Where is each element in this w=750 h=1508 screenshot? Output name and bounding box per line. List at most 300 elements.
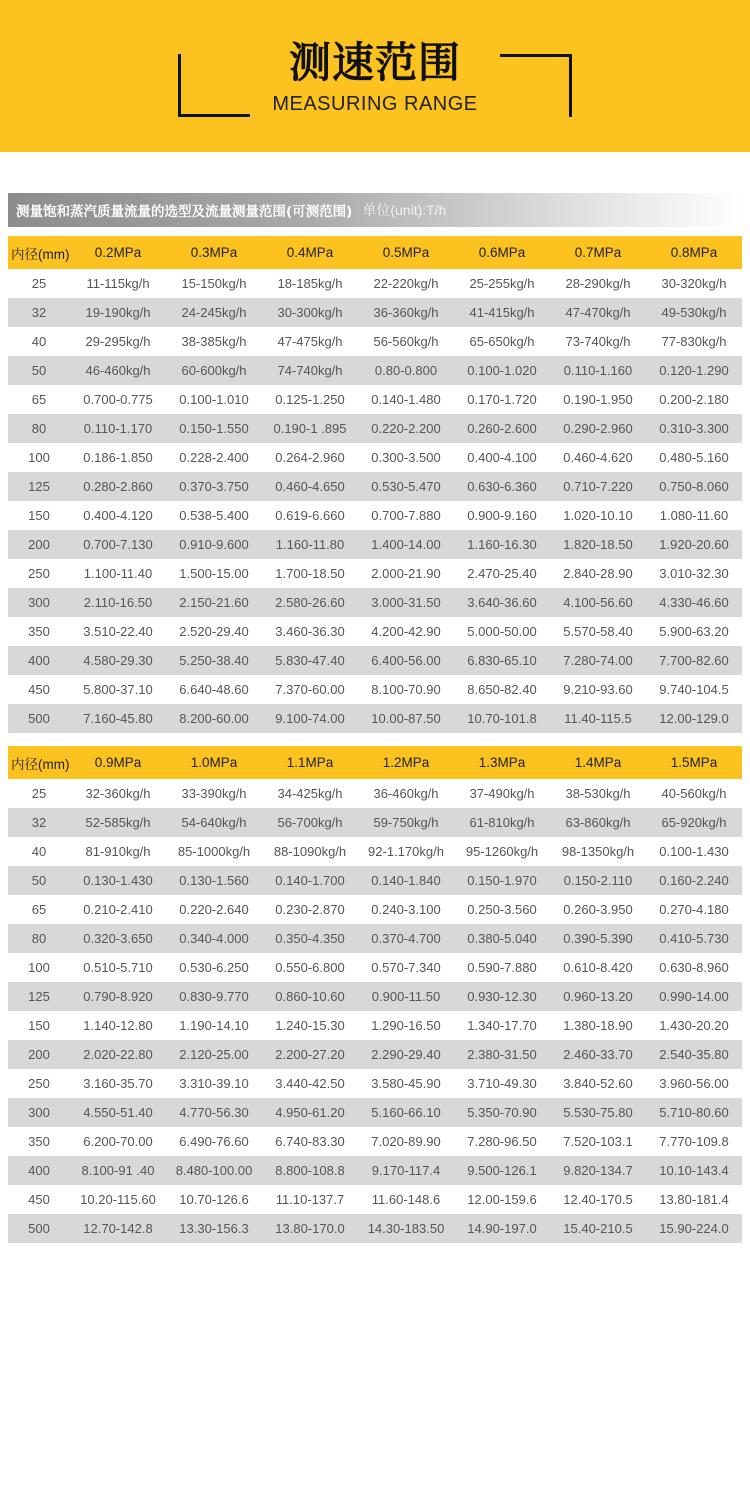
flow-range-cell: 6.490-76.60: [166, 1127, 262, 1156]
flow-range-cell: 60-600kg/h: [166, 356, 262, 385]
flow-range-table-high-pressure: [8, 746, 742, 1243]
flow-range-cell: 1.160-11.80: [262, 530, 358, 559]
flow-range-cell: 2.110-16.50: [70, 588, 166, 617]
flow-range-cell: 0.750-8.060: [646, 472, 742, 501]
flow-range-cell: 0.400-4.120: [70, 501, 166, 530]
flow-range-cell: 1.430-20.20: [646, 1011, 742, 1040]
flow-range-cell: 3.000-31.50: [358, 588, 454, 617]
flow-range-cell: 1.140-12.80: [70, 1011, 166, 1040]
flow-range-cell: 49-530kg/h: [646, 298, 742, 327]
flow-range-cell: 0.190-1 .895: [262, 414, 358, 443]
flow-range-cell: 0.320-3.650: [70, 924, 166, 953]
table-row: [8, 414, 742, 443]
flow-range-cell: 3.840-52.60: [550, 1069, 646, 1098]
flow-range-cell: 1.100-11.40: [70, 559, 166, 588]
flow-range-cell: 4.770-56.30: [166, 1098, 262, 1127]
flow-range-cell: 0.510-5.710: [70, 953, 166, 982]
flow-range-cell: 6.740-83.30: [262, 1127, 358, 1156]
flow-range-cell: 11.10-137.7: [262, 1185, 358, 1214]
flow-range-cell: 0.260-3.950: [550, 895, 646, 924]
diameter-cell: 25: [8, 269, 70, 298]
flow-range-cell: 0.930-12.30: [454, 982, 550, 1011]
flow-range-cell: 8.100-91 .40: [70, 1156, 166, 1185]
diameter-cell: 65: [8, 895, 70, 924]
table-row: [8, 472, 742, 501]
flow-range-cell: 0.630-6.360: [454, 472, 550, 501]
table-row: [8, 1011, 742, 1040]
table-row: [8, 837, 742, 866]
header-banner: [0, 0, 750, 152]
table-row: [8, 1156, 742, 1185]
flow-range-cell: 0.700-0.775: [70, 385, 166, 414]
flow-range-cell: 28-290kg/h: [550, 269, 646, 298]
flow-range-cell: 0.150-1.970: [454, 866, 550, 895]
flow-range-cell: 0.700-7.130: [70, 530, 166, 559]
flow-range-cell: 15.90-224.0: [646, 1214, 742, 1243]
flow-range-cell: 4.330-46.60: [646, 588, 742, 617]
flow-range-cell: 36-460kg/h: [358, 779, 454, 808]
diameter-cell: 40: [8, 837, 70, 866]
flow-range-cell: 0.300-3.500: [358, 443, 454, 472]
flow-range-cell: 40-560kg/h: [646, 779, 742, 808]
flow-range-cell: 95-1260kg/h: [454, 837, 550, 866]
flow-range-cell: 3.010-32.30: [646, 559, 742, 588]
flow-range-cell: 2.840-28.90: [550, 559, 646, 588]
flow-range-cell: 0.140-1.700: [262, 866, 358, 895]
flow-range-cell: 5.160-66.10: [358, 1098, 454, 1127]
flow-range-cell: 3.640-36.60: [454, 588, 550, 617]
flow-range-cell: 4.550-51.40: [70, 1098, 166, 1127]
flow-range-cell: 0.370-4.700: [358, 924, 454, 953]
flow-range-cell: 0.280-2.860: [70, 472, 166, 501]
flow-range-cell: 0.570-7.340: [358, 953, 454, 982]
diameter-cell: 300: [8, 1098, 70, 1127]
column-header-pressure: 0.7MPa: [550, 236, 646, 269]
flow-range-cell: 0.110-1.170: [70, 414, 166, 443]
table-row: [8, 617, 742, 646]
table-row: [8, 530, 742, 559]
flow-range-cell: 2.020-22.80: [70, 1040, 166, 1069]
flow-range-cell: 1.820-18.50: [550, 530, 646, 559]
flow-range-cell: 0.630-8.960: [646, 953, 742, 982]
flow-range-cell: 0.590-7.880: [454, 953, 550, 982]
flow-range-cell: 3.510-22.40: [70, 617, 166, 646]
flow-range-cell: 1.340-17.70: [454, 1011, 550, 1040]
flow-range-cell: 0.100-1.430: [646, 837, 742, 866]
flow-range-cell: 2.200-27.20: [262, 1040, 358, 1069]
flow-range-cell: 0.80-0.800: [358, 356, 454, 385]
diameter-cell: 500: [8, 1214, 70, 1243]
flow-range-cell: 12.70-142.8: [70, 1214, 166, 1243]
flow-range-cell: 0.220-2.200: [358, 414, 454, 443]
table-row: [8, 982, 742, 1011]
table-row: [8, 443, 742, 472]
diameter-cell: 80: [8, 924, 70, 953]
flow-range-cell: 9.820-134.7: [550, 1156, 646, 1185]
table-row: [8, 1040, 742, 1069]
table-row: [8, 675, 742, 704]
table-row: [8, 808, 742, 837]
table-row: [8, 269, 742, 298]
flow-range-cell: 65-650kg/h: [454, 327, 550, 356]
flow-range-cell: 4.200-42.90: [358, 617, 454, 646]
flow-range-cell: 5.800-37.10: [70, 675, 166, 704]
flow-range-cell: 3.960-56.00: [646, 1069, 742, 1098]
column-header-pressure: 1.0MPa: [166, 746, 262, 779]
flow-range-cell: 0.370-3.750: [166, 472, 262, 501]
diameter-cell: 350: [8, 617, 70, 646]
flow-range-cell: 0.530-6.250: [166, 953, 262, 982]
table-row: [8, 327, 742, 356]
flow-range-cell: 19-190kg/h: [70, 298, 166, 327]
flow-range-cell: 18-185kg/h: [262, 269, 358, 298]
flow-range-cell: 13.80-181.4: [646, 1185, 742, 1214]
flow-range-cell: 1.700-18.50: [262, 559, 358, 588]
flow-range-cell: 0.130-1.430: [70, 866, 166, 895]
flow-range-cell: 2.120-25.00: [166, 1040, 262, 1069]
flow-range-cell: 25-255kg/h: [454, 269, 550, 298]
flow-range-cell: 47-470kg/h: [550, 298, 646, 327]
flow-range-cell: 10.70-126.6: [166, 1185, 262, 1214]
flow-range-cell: 0.550-6.800: [262, 953, 358, 982]
table-row: [8, 501, 742, 530]
diameter-cell: 400: [8, 1156, 70, 1185]
flow-range-cell: 2.520-29.40: [166, 617, 262, 646]
flow-range-cell: 10.20-115.60: [70, 1185, 166, 1214]
flow-range-cell: 8.200-60.00: [166, 704, 262, 733]
flow-range-cell: 24-245kg/h: [166, 298, 262, 327]
flow-range-cell: 0.900-9.160: [454, 501, 550, 530]
flow-range-cell: 5.250-38.40: [166, 646, 262, 675]
flow-range-cell: 9.500-126.1: [454, 1156, 550, 1185]
flow-range-cell: 0.140-1.840: [358, 866, 454, 895]
flow-range-cell: 0.230-2.870: [262, 895, 358, 924]
flow-range-cell: 0.460-4.650: [262, 472, 358, 501]
column-header-pressure: 0.3MPa: [166, 236, 262, 269]
flow-range-cell: 9.100-74.00: [262, 704, 358, 733]
diameter-cell: 250: [8, 559, 70, 588]
flow-range-cell: 56-700kg/h: [262, 808, 358, 837]
flow-range-cell: 11.40-115.5: [550, 704, 646, 733]
flow-range-cell: 10.70-101.8: [454, 704, 550, 733]
flow-range-cell: 5.710-80.60: [646, 1098, 742, 1127]
flow-range-cell: 8.480-100.00: [166, 1156, 262, 1185]
diameter-cell: 150: [8, 501, 70, 530]
table-row: [8, 1069, 742, 1098]
flow-range-cell: 1.240-15.30: [262, 1011, 358, 1040]
flow-range-cell: 2.150-21.60: [166, 588, 262, 617]
flow-range-cell: 74-740kg/h: [262, 356, 358, 385]
diameter-cell: 400: [8, 646, 70, 675]
flow-range-cell: 0.290-2.960: [550, 414, 646, 443]
flow-range-cell: 4.100-56.60: [550, 588, 646, 617]
diameter-cell: 250: [8, 1069, 70, 1098]
flow-range-cell: 15-150kg/h: [166, 269, 262, 298]
column-header-pressure: 0.8MPa: [646, 236, 742, 269]
flow-range-cell: 12.00-159.6: [454, 1185, 550, 1214]
diameter-cell: 300: [8, 588, 70, 617]
diameter-cell: 50: [8, 866, 70, 895]
column-header-pressure: 1.5MPa: [646, 746, 742, 779]
flow-range-cell: 14.90-197.0: [454, 1214, 550, 1243]
diameter-cell: 32: [8, 298, 70, 327]
flow-range-cell: 5.530-75.80: [550, 1098, 646, 1127]
column-header-pressure: 1.2MPa: [358, 746, 454, 779]
diameter-cell: 150: [8, 1011, 70, 1040]
flow-range-cell: 2.540-35.80: [646, 1040, 742, 1069]
table-row: [8, 298, 742, 327]
column-header-pressure: 1.4MPa: [550, 746, 646, 779]
flow-range-cell: 41-415kg/h: [454, 298, 550, 327]
flow-range-cell: 7.520-103.1: [550, 1127, 646, 1156]
flow-range-cell: 5.830-47.40: [262, 646, 358, 675]
flow-range-cell: 0.186-1.850: [70, 443, 166, 472]
table-row: [8, 704, 742, 733]
flow-range-cell: 1.400-14.00: [358, 530, 454, 559]
flow-range-cell: 5.000-50.00: [454, 617, 550, 646]
table-row: [8, 1185, 742, 1214]
flow-range-cell: 2.380-31.50: [454, 1040, 550, 1069]
flow-range-cell: 2.470-25.40: [454, 559, 550, 588]
flow-range-cell: 0.960-13.20: [550, 982, 646, 1011]
flow-range-cell: 0.264-2.960: [262, 443, 358, 472]
flow-range-cell: 7.370-60.00: [262, 675, 358, 704]
flow-range-cell: 15.40-210.5: [550, 1214, 646, 1243]
flow-range-cell: 7.700-82.60: [646, 646, 742, 675]
flow-range-cell: 1.920-20.60: [646, 530, 742, 559]
flow-range-cell: 63-860kg/h: [550, 808, 646, 837]
flow-range-cell: 6.640-48.60: [166, 675, 262, 704]
flow-range-cell: 77-830kg/h: [646, 327, 742, 356]
table-header-row: [8, 746, 742, 779]
flow-range-cell: 8.650-82.40: [454, 675, 550, 704]
flow-range-cell: 88-1090kg/h: [262, 837, 358, 866]
flow-range-table-low-pressure: [8, 236, 742, 733]
flow-range-cell: 12.00-129.0: [646, 704, 742, 733]
flow-range-cell: 0.410-5.730: [646, 924, 742, 953]
caption-unit: 单位(unit):T/h: [362, 202, 447, 218]
flow-range-cell: 1.080-11.60: [646, 501, 742, 530]
column-header-pressure: 0.9MPa: [70, 746, 166, 779]
table-row: [8, 646, 742, 675]
flow-range-cell: 0.140-1.480: [358, 385, 454, 414]
flow-range-cell: 0.270-4.180: [646, 895, 742, 924]
diameter-cell: 40: [8, 327, 70, 356]
column-header-pressure: 0.2MPa: [70, 236, 166, 269]
flow-range-cell: 7.280-96.50: [454, 1127, 550, 1156]
column-header-pressure: 0.5MPa: [358, 236, 454, 269]
flow-range-cell: 3.310-39.10: [166, 1069, 262, 1098]
flow-range-cell: 5.570-58.40: [550, 617, 646, 646]
flow-range-cell: 61-810kg/h: [454, 808, 550, 837]
flow-range-cell: 38-530kg/h: [550, 779, 646, 808]
table-row: [8, 1098, 742, 1127]
flow-range-cell: 0.619-6.660: [262, 501, 358, 530]
flow-range-cell: 0.710-7.220: [550, 472, 646, 501]
flow-range-cell: 0.610-8.420: [550, 953, 646, 982]
flow-range-cell: 9.740-104.5: [646, 675, 742, 704]
flow-range-cell: 22-220kg/h: [358, 269, 454, 298]
page-subtitle: MEASURING RANGE: [272, 93, 478, 115]
flow-range-cell: 54-640kg/h: [166, 808, 262, 837]
flow-range-cell: 30-300kg/h: [262, 298, 358, 327]
flow-range-cell: 92-1.170kg/h: [358, 837, 454, 866]
flow-range-cell: 1.020-10.10: [550, 501, 646, 530]
diameter-cell: 32: [8, 808, 70, 837]
flow-range-cell: 33-390kg/h: [166, 779, 262, 808]
table-row: [8, 385, 742, 414]
flow-range-cell: 98-1350kg/h: [550, 837, 646, 866]
table-row: [8, 895, 742, 924]
flow-range-cell: 2.460-33.70: [550, 1040, 646, 1069]
table-row: [8, 779, 742, 808]
flow-range-cell: 7.770-109.8: [646, 1127, 742, 1156]
diameter-cell: 200: [8, 1040, 70, 1069]
flow-range-cell: 0.390-5.390: [550, 924, 646, 953]
flow-range-cell: 0.100-1.010: [166, 385, 262, 414]
column-header-pressure: 1.3MPa: [454, 746, 550, 779]
diameter-cell: 125: [8, 982, 70, 1011]
flow-range-cell: 29-295kg/h: [70, 327, 166, 356]
flow-range-cell: 5.350-70.90: [454, 1098, 550, 1127]
flow-range-cell: 37-490kg/h: [454, 779, 550, 808]
flow-range-cell: 0.700-7.880: [358, 501, 454, 530]
flow-range-cell: 0.460-4.620: [550, 443, 646, 472]
flow-range-cell: 0.350-4.350: [262, 924, 358, 953]
flow-range-cell: 0.110-1.160: [550, 356, 646, 385]
flow-range-cell: 0.830-9.770: [166, 982, 262, 1011]
flow-range-cell: 0.228-2.400: [166, 443, 262, 472]
diameter-cell: 450: [8, 1185, 70, 1214]
flow-range-cell: 8.800-108.8: [262, 1156, 358, 1185]
diameter-cell: 25: [8, 779, 70, 808]
flow-range-cell: 4.950-61.20: [262, 1098, 358, 1127]
column-header-pressure: 0.6MPa: [454, 236, 550, 269]
table-row: [8, 559, 742, 588]
column-header-pressure: 1.1MPa: [262, 746, 358, 779]
flow-range-cell: 10.00-87.50: [358, 704, 454, 733]
flow-range-cell: 14.30-183.50: [358, 1214, 454, 1243]
column-header-pressure: 0.4MPa: [262, 236, 358, 269]
flow-range-cell: 6.400-56.00: [358, 646, 454, 675]
flow-range-cell: 13.80-170.0: [262, 1214, 358, 1243]
flow-range-cell: 1.380-18.90: [550, 1011, 646, 1040]
flow-range-cell: 0.125-1.250: [262, 385, 358, 414]
flow-range-cell: 36-360kg/h: [358, 298, 454, 327]
flow-range-cell: 30-320kg/h: [646, 269, 742, 298]
flow-range-cell: 73-740kg/h: [550, 327, 646, 356]
flow-range-cell: 0.860-10.60: [262, 982, 358, 1011]
flow-range-cell: 0.400-4.100: [454, 443, 550, 472]
flow-range-cell: 2.290-29.40: [358, 1040, 454, 1069]
flow-range-cell: 32-360kg/h: [70, 779, 166, 808]
flow-range-cell: 0.150-2.110: [550, 866, 646, 895]
flow-range-cell: 0.990-14.00: [646, 982, 742, 1011]
flow-range-cell: 10.10-143.4: [646, 1156, 742, 1185]
flow-range-cell: 65-920kg/h: [646, 808, 742, 837]
flow-range-cell: 6.830-65.10: [454, 646, 550, 675]
flow-range-cell: 0.190-1.950: [550, 385, 646, 414]
table-row: [8, 866, 742, 895]
flow-range-cell: 13.30-156.3: [166, 1214, 262, 1243]
flow-range-cell: 0.310-3.300: [646, 414, 742, 443]
flow-range-cell: 7.280-74.00: [550, 646, 646, 675]
page-title: 测速范围: [288, 38, 461, 87]
table-row: [8, 953, 742, 982]
flow-range-cell: 52-585kg/h: [70, 808, 166, 837]
diameter-cell: 450: [8, 675, 70, 704]
diameter-cell: 80: [8, 414, 70, 443]
flow-range-cell: 0.480-5.160: [646, 443, 742, 472]
flow-range-cell: 2.580-26.60: [262, 588, 358, 617]
flow-range-cell: 7.160-45.80: [70, 704, 166, 733]
flow-range-cell: 3.580-45.90: [358, 1069, 454, 1098]
diameter-cell: 50: [8, 356, 70, 385]
flow-range-cell: 8.100-70.90: [358, 675, 454, 704]
flow-range-cell: 85-1000kg/h: [166, 837, 262, 866]
table-row: [8, 1214, 742, 1243]
flow-range-cell: 1.290-16.50: [358, 1011, 454, 1040]
caption-title: 测量饱和蒸汽质量流量的选型及流量测量范围(可测范围): [16, 204, 353, 220]
flow-range-cell: 0.380-5.040: [454, 924, 550, 953]
column-header-diameter: 内径(mm): [8, 746, 70, 779]
flow-range-cell: 4.580-29.30: [70, 646, 166, 675]
flow-range-cell: 11-115kg/h: [70, 269, 166, 298]
flow-range-cell: 1.500-15.00: [166, 559, 262, 588]
diameter-cell: 200: [8, 530, 70, 559]
diameter-cell: 100: [8, 443, 70, 472]
flow-range-cell: 0.250-3.560: [454, 895, 550, 924]
flow-range-cell: 0.120-1.290: [646, 356, 742, 385]
flow-range-cell: 0.900-11.50: [358, 982, 454, 1011]
table-caption: [8, 193, 742, 227]
flow-range-cell: 59-750kg/h: [358, 808, 454, 837]
diameter-cell: 100: [8, 953, 70, 982]
table-row: [8, 1127, 742, 1156]
flow-range-cell: 0.538-5.400: [166, 501, 262, 530]
flow-range-cell: 0.260-2.600: [454, 414, 550, 443]
flow-range-cell: 12.40-170.5: [550, 1185, 646, 1214]
table-row: [8, 924, 742, 953]
flow-range-cell: 0.240-3.100: [358, 895, 454, 924]
flow-range-cell: 2.000-21.90: [358, 559, 454, 588]
flow-range-cell: 0.160-2.240: [646, 866, 742, 895]
flow-range-cell: 9.170-117.4: [358, 1156, 454, 1185]
flow-range-cell: 0.910-9.600: [166, 530, 262, 559]
flow-range-cell: 0.200-2.180: [646, 385, 742, 414]
flow-range-cell: 0.220-2.640: [166, 895, 262, 924]
diameter-cell: 125: [8, 472, 70, 501]
column-header-diameter: 内径(mm): [8, 236, 70, 269]
flow-range-cell: 0.150-1.550: [166, 414, 262, 443]
flow-range-cell: 3.710-49.30: [454, 1069, 550, 1098]
flow-range-cell: 46-460kg/h: [70, 356, 166, 385]
flow-range-cell: 47-475kg/h: [262, 327, 358, 356]
flow-range-cell: 6.200-70.00: [70, 1127, 166, 1156]
flow-range-cell: 3.160-35.70: [70, 1069, 166, 1098]
flow-range-cell: 11.60-148.6: [358, 1185, 454, 1214]
flow-range-cell: 34-425kg/h: [262, 779, 358, 808]
table-row: [8, 356, 742, 385]
diameter-cell: 500: [8, 704, 70, 733]
flow-range-cell: 3.460-36.30: [262, 617, 358, 646]
table-header-row: [8, 236, 742, 269]
flow-range-cell: 0.130-1.560: [166, 866, 262, 895]
diameter-cell: 65: [8, 385, 70, 414]
flow-range-cell: 5.900-63.20: [646, 617, 742, 646]
flow-range-cell: 1.160-16.30: [454, 530, 550, 559]
flow-range-cell: 0.100-1.020: [454, 356, 550, 385]
